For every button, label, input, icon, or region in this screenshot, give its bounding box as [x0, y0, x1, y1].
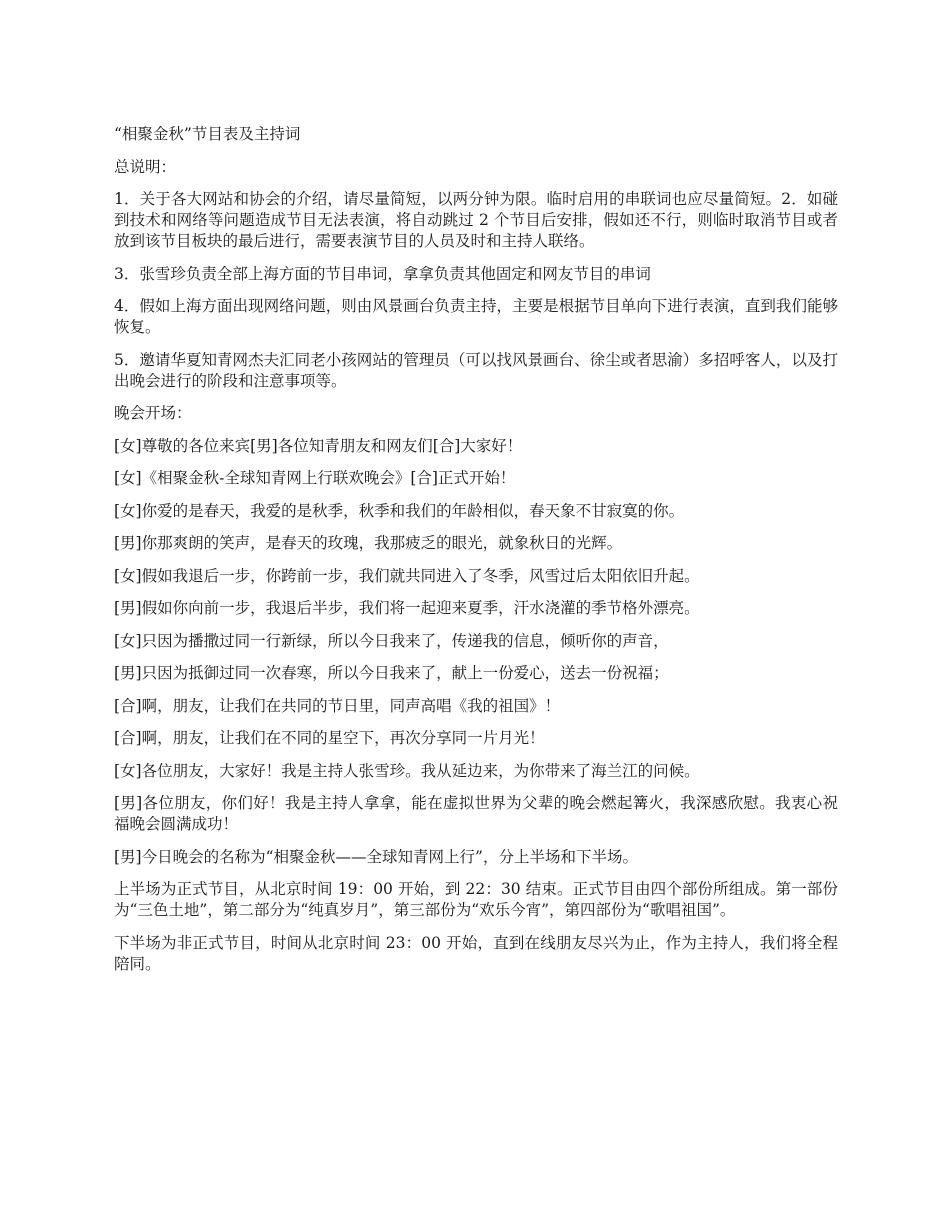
- overview-item-4: 4．假如上海方面出现网络问题，则由风景画台负责主持，主要是根据节目单向下进行表演，直到我们能够恢复。: [114, 297, 838, 336]
- script-line: [女]尊敬的各位来宾[男]各位知青朋友和网友们[合]大家好！: [114, 436, 523, 455]
- script-line: [男]今日晚会的名称为“相聚金秋——全球知青网上行”，分上半场和下半场。: [114, 847, 638, 866]
- script-line: [男]你那爽朗的笑声，是春天的玫瑰，我那疲乏的眼光，就象秋日的光辉。: [114, 534, 623, 552]
- overview-item-1-2: 1．关于各大网站和协会的介绍，请尽量简短，以两分钟为限。临时启用的串联词也应尽量简短。2．如碰到技术和网络等问题造成节目无法表演，将自动跳过 2 个节目后安排，假如还不行，则临时取消节目或者放到该节目板块的最后进行，需要表演节目的人员及时和主持人联络。: [114, 190, 838, 250]
- script-line: [女]各位朋友，大家好！我是主持人张雪珍。我从延边来，为你带来了海兰江的问候。: [114, 761, 700, 780]
- script-line: [男]只因为抵御过同一次春寒，所以今日我来了，献上一份爱心，送去一份祝福；: [114, 664, 669, 682]
- section-heading-opening: 晚会开场：: [114, 404, 192, 422]
- document-page: [114, 124, 838, 986]
- script-line: [男]假如你向前一步，我退后半步，我们将一起迎来夏季，汗水浇灌的季节格外漂亮。: [114, 599, 700, 617]
- script-line: [合]啊，朋友，让我们在不同的星空下，再次分享同一片月光！: [114, 729, 545, 747]
- script-line: [女]《相聚金秋-全球知青网上行联欢晚会》[合]正式开始！: [114, 469, 516, 487]
- script-line: [男]各位朋友，你们好！我是主持人拿拿，能在虚拟世界为父辈的晚会燃起篝火，我深感欣慰。我衷心祝福晚会圆满成功！: [114, 794, 838, 833]
- schedule-second-half: 下半场为非正式节目，时间从北京时间 23：00 开始，直到在线朋友尽兴为止，作为主持人，我们将全程陪同。: [114, 933, 838, 973]
- schedule-first-half: 上半场为正式节目，从北京时间 19：00 开始，到 22：30 结束。正式节目由四个部份所组成。第一部份为“三色土地”，第二部分为“纯真岁月”，第三部份为“欢乐今宵”，第四部份为“歌唱祖国”。: [114, 880, 838, 919]
- overview-item-5: 5．邀请华夏知青网杰夫汇同老小孩网站的管理员（可以找风景画台、徐尘或者思渝）多招呼客人，以及打出晚会进行的阶段和注意事项等。: [114, 350, 838, 390]
- document-title: “相聚金秋”节目表及主持词: [114, 125, 301, 143]
- script-line: [女]只因为播撒过同一行新绿，所以今日我来了，传递我的信息，倾听你的声音，: [114, 631, 669, 650]
- script-line: [女]假如我退后一步，你跨前一步，我们就共同进入了冬季，风雪过后太阳依旧升起。: [114, 566, 700, 585]
- section-heading-overview: 总说明：: [114, 157, 177, 176]
- script-line: [女]你爱的是春天，我爱的是秋季，秋季和我们的年龄相似，春天象不甘寂寞的你。: [114, 501, 685, 520]
- overview-item-3: 3．张雪珍负责全部上海方面的节目串词，拿拿负责其他固定和网友节目的串词: [114, 264, 651, 283]
- script-line: [合]啊，朋友，让我们在共同的节日里，同声高唱《我的祖国》！: [114, 696, 561, 715]
